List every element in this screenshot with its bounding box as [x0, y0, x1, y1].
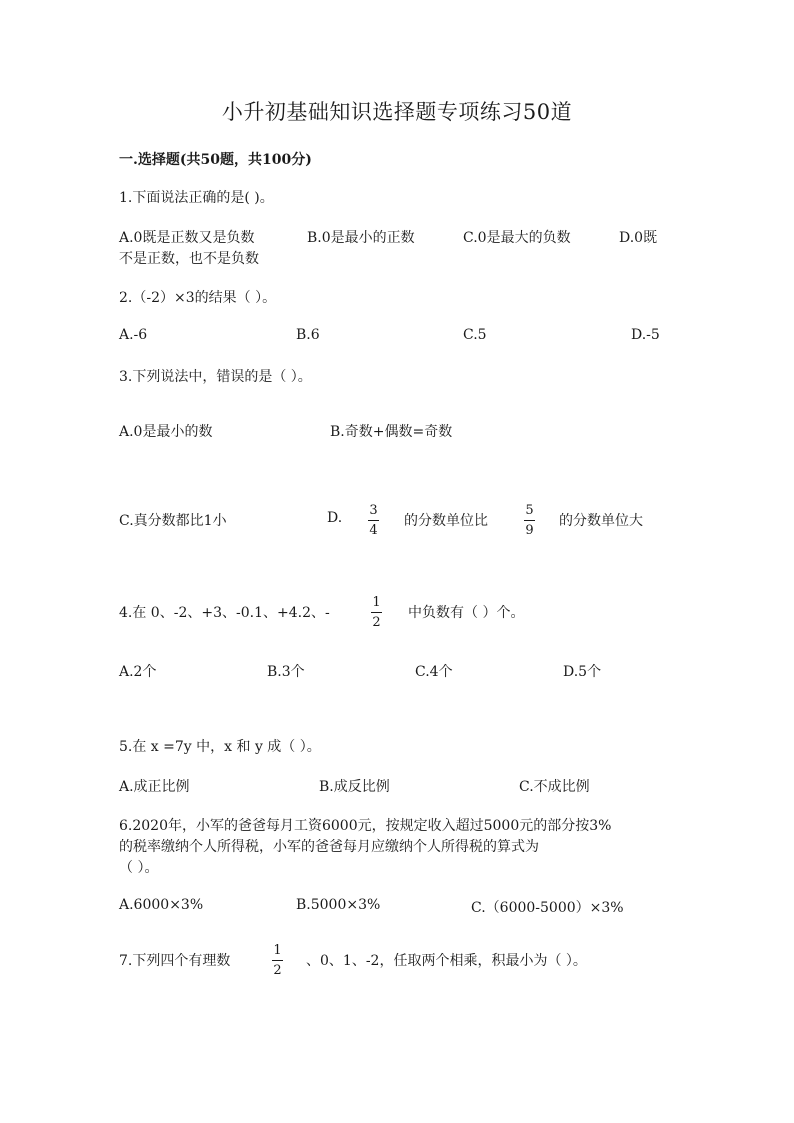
question-7-fraction-1-2	[272, 943, 283, 978]
fraction-bar	[272, 960, 283, 961]
question-3-option-a: A.0是最小的数	[119, 424, 213, 440]
question-1-option-d-continued: 不是正数，也不是负数	[119, 251, 259, 267]
question-6-line-3: （ ）。	[119, 860, 159, 876]
fraction-numerator: 5	[525, 503, 534, 518]
fraction-bar	[371, 612, 382, 613]
question-3-option-c: C.真分数都比1小	[119, 513, 227, 529]
question-4-option-c: C.4个	[415, 664, 453, 680]
question-2-option-d: D.-5	[631, 327, 660, 343]
question-3-fraction-5-9	[524, 503, 535, 538]
question-1-option-b: B.0是最小的正数	[307, 230, 415, 246]
question-1-option-a: A.0既是正数又是负数	[119, 230, 255, 246]
fraction-numerator: 1	[372, 595, 381, 610]
fraction-denominator: 2	[372, 615, 381, 630]
question-2-stem: 2.（-2）×3的结果（ ）。	[119, 290, 277, 306]
question-4-fraction-1-2	[371, 595, 382, 630]
question-1-option-c: C.0是最大的负数	[463, 230, 571, 246]
question-5-stem: 5.在 x =7y 中，x 和 y 成（ ）。	[119, 739, 321, 755]
fraction-numerator: 3	[369, 503, 378, 518]
question-7-stem-prefix: 7.下列四个有理数	[119, 953, 231, 969]
question-3-option-d-middle: 的分数单位比	[404, 513, 488, 529]
question-3-option-d-suffix: 的分数单位大	[559, 513, 643, 529]
fraction-denominator: 2	[273, 963, 282, 978]
question-6-option-b: B.5000×3%	[296, 897, 381, 913]
question-4-stem-suffix: 中负数有（ ）个。	[408, 605, 525, 621]
question-4-option-a: A.2个	[119, 664, 157, 680]
question-6-line-1: 6.2020年，小军的爸爸每月工资6000元，按规定收入超过5000元的部分按3%	[119, 818, 612, 834]
page-title: 小升初基础知识选择题专项练习50道	[221, 100, 573, 124]
question-2-option-c: C.5	[463, 327, 487, 343]
question-2-option-a: A.-6	[119, 327, 148, 343]
question-1-stem: 1.下面说法正确的是( )。	[119, 190, 274, 206]
fraction-numerator: 1	[273, 943, 282, 958]
question-6-option-c: C.（6000-5000）×3%	[471, 900, 624, 916]
fraction-bar	[524, 520, 535, 521]
question-3-fraction-3-4	[368, 503, 379, 538]
question-5-option-c: C.不成比例	[519, 779, 590, 795]
question-5-option-b: B.成反比例	[319, 779, 390, 795]
fraction-denominator: 9	[525, 523, 534, 538]
question-5-option-a: A.成正比例	[119, 779, 190, 795]
question-2-option-b: B.6	[296, 327, 320, 343]
question-7-stem-suffix: 、0、1、-2，任取两个相乘，积最小为（ ）。	[306, 953, 587, 969]
fraction-denominator: 4	[369, 523, 378, 538]
question-4-option-d: D.5个	[563, 664, 602, 680]
question-4-stem-prefix: 4.在 0、-2、+3、-0.1、+4.2、-	[119, 605, 330, 621]
question-6-option-a: A.6000×3%	[119, 897, 204, 913]
fraction-bar	[368, 520, 379, 521]
question-3-stem: 3.下列说法中，错误的是（ ）。	[119, 369, 312, 385]
question-6-line-2: 的税率缴纳个人所得税，小军的爸爸每月应缴纳个人所得税的算式为	[119, 839, 539, 855]
question-3-option-b: B.奇数+偶数=奇数	[330, 424, 453, 440]
question-3-option-d-prefix: D.	[327, 510, 343, 526]
section-heading: 一.选择题(共50题，共100分)	[119, 152, 312, 168]
question-4-option-b: B.3个	[267, 664, 305, 680]
question-1-option-d: D.0既	[619, 230, 658, 246]
